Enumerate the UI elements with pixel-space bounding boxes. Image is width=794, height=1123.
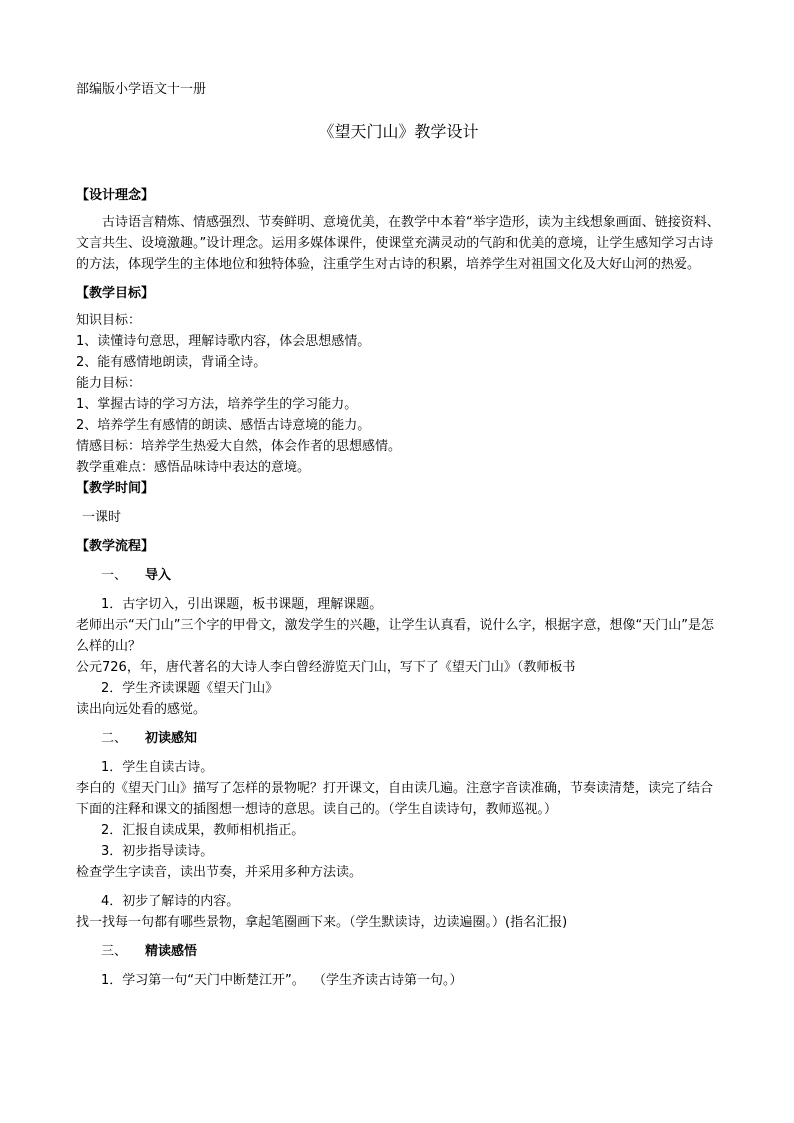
document-content — [76, 79, 721, 991]
step-item: 1．学习第一句“天门中断楚江开”。 （学生齐读古诗第一句。） — [101, 973, 463, 988]
step-number: 一、 — [101, 568, 128, 583]
time-body: 一课时 — [82, 510, 122, 525]
subject-label: 部编版小学语文十一册 — [76, 82, 207, 97]
step-heading-close-reading — [76, 941, 721, 962]
step-item: 1．古字切入，引出课题，板书课题，理解课题。 — [101, 597, 383, 612]
step-item: 2．汇报自读成果，教师相机指正。 — [101, 823, 305, 838]
goals-line: 1、掌握古诗的学习方法，培养学生的学习能力。 — [76, 397, 358, 412]
step-item-text: 检查学生字读音，读出节奏，并采用多种方法读。 — [76, 865, 363, 880]
step-item-text: 老师出示“天门山”三个字的甲骨文，激发学生的兴趣，让学生认真看，说什么字，根据字意，想像“天门山”是怎么样的山？ — [76, 618, 714, 654]
section-heading-design-concept: 【设计理念】 — [76, 188, 155, 203]
step-item: 1．学生自读古诗。 — [101, 760, 214, 775]
goals-line: 2、培养学生有感情的朗读、感悟古诗意境的能力。 — [76, 418, 371, 433]
goals-line: 知识目标： — [76, 313, 142, 328]
step-label: 导入 — [145, 568, 172, 583]
goals-line: 2、能有感情地朗读，背诵全诗。 — [76, 355, 267, 370]
step-item-text: 公元726，年，唐代著名的大诗人李白曾经游览天门山，写下了《望天门山》（教师板书 — [76, 660, 576, 675]
goals-line: 教学重难点：感悟品味诗中表达的意境。 — [76, 460, 311, 475]
step-item-text: 读出向远处看的感觉。 — [76, 702, 207, 717]
goals-line: 能力目标： — [76, 376, 142, 391]
design-concept-body: 古诗语言精炼、情感强烈、节奏鲜明、意境优美，在教学中本着“举字造形，读为主线想象画面、链接资料、文言共生、设境激趣。”设计理念。运用多媒体课件，使课堂充满灵动的气韵和优美的意境，让学生感知学习古诗的方法，体现学生的主体地位和独特体验，注重学生对古诗的积累，培养学生对祖国文化及大好山河的热爱。 — [76, 215, 720, 272]
step-item-text: 找一找每一句都有哪些景物，拿起笔圈画下来。（学生默读诗，边读遍圈。）(指名汇报) — [76, 915, 568, 930]
section-heading-process: 【教学流程】 — [76, 539, 155, 554]
step-label: 精读感悟 — [145, 944, 198, 959]
step-item: 2．学生齐读课题《望天门山》 — [101, 681, 279, 696]
step-heading-first-reading — [76, 728, 721, 749]
step-number: 三、 — [101, 944, 128, 959]
step-number: 二、 — [101, 731, 128, 746]
step-label: 初读感知 — [145, 731, 198, 746]
section-heading-goals: 【教学目标】 — [76, 286, 155, 301]
step-heading-intro — [76, 565, 721, 586]
step-item-text: 李白的《望天门山》描写了怎样的景物呢？打开课文，自由读几遍。注意字音读准确，节奏读清楚，读完了结合下面的注释和课文的插图想一想诗的意思。读自己的。（学生自读诗句，教师巡视。） — [76, 781, 714, 817]
goals-line: 情感目标：培养学生热爱大自然，体会作者的思想感情。 — [76, 439, 402, 454]
step-item: 4．初步了解诗的内容。 — [101, 894, 240, 909]
goals-line: 1、读懂诗句意思，理解诗歌内容，体会思想感情。 — [76, 334, 371, 349]
document-title: 《望天门山》教学设计 — [318, 122, 479, 141]
step-item: 3．初步指导读诗。 — [101, 844, 214, 859]
section-heading-time: 【教学时间】 — [76, 481, 155, 496]
